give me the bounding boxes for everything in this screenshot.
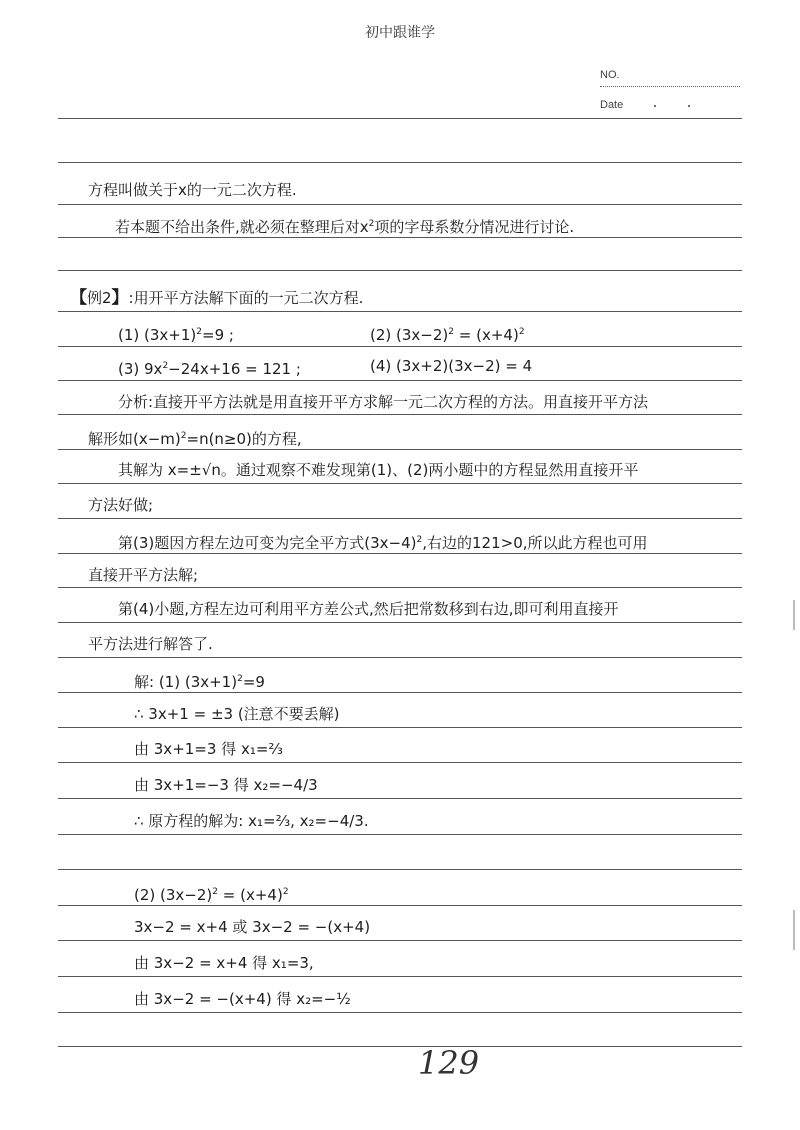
analysis-line: 直接开平方法解; (88, 566, 199, 584)
notebook-no-dotted-line (600, 86, 740, 87)
example-label: 例2 (87, 289, 112, 307)
ruled-line (58, 346, 742, 347)
analysis-line: 其解为 x=±√n。通过观察不难发现第(1)、(2)两小题中的方程显然用直接开平 (118, 461, 639, 479)
ruled-line (58, 727, 742, 728)
ruled-line (58, 869, 742, 870)
date-separator-dot (654, 105, 656, 107)
ruled-line (58, 118, 742, 119)
problem-1: (1) $(3x+1)^2=9$ ; (118, 326, 234, 344)
ruled-line (58, 483, 742, 484)
ruled-line (58, 587, 742, 588)
analysis-line: 分析:直接开平方法就是用直接开平方求解一元二次方程的方法。用直接开平方法 (118, 393, 649, 411)
analysis-line: 平方法进行解答了. (88, 635, 213, 653)
analysis-line: 第(4)小题,方程左边可利用平方差公式,然后把常数移到右边,即可利用直接开 (118, 600, 619, 618)
ruled-line (58, 798, 742, 799)
ruled-line (58, 449, 742, 450)
scan-margin-mark (793, 600, 795, 630)
solution-line: ∴ 3x+1 = ±3 (注意不要丢解) (134, 705, 340, 723)
ruled-line (58, 311, 742, 312)
text-line: 若本题不给出条件,就必须在整理后对$x^2$项的字母系数分情况进行讨论. (115, 218, 575, 236)
solution-line: 由 3x+1=3 得 x₁=⅔ (134, 740, 283, 758)
ruled-line (58, 553, 742, 554)
ruled-line (58, 162, 742, 163)
ruled-line (58, 976, 742, 977)
ruled-line (58, 204, 742, 205)
ruled-line (58, 762, 742, 763)
ruled-line (58, 692, 742, 693)
problem-2: (2) $(3x-2)^2 = (x+4)^2$ (370, 326, 525, 344)
solution-line: 解: (1) $(3x+1)^2=9$ (134, 673, 265, 691)
analysis-line: 解形如$(x-m)^2=n(n\ge 0)$的方程, (88, 430, 302, 448)
notebook-date-label: Date (600, 99, 624, 111)
solution-line: 由 3x−2 = x+4 得 x₁=3, (134, 954, 314, 972)
ruled-line (58, 270, 742, 271)
ruled-line (58, 834, 742, 835)
ruled-line (58, 940, 742, 941)
solution-line: ∴ 原方程的解为: x₁=⅔, x₂=−4/3. (134, 812, 369, 830)
ruled-line (58, 657, 742, 658)
ruled-line (58, 414, 742, 415)
date-separator-dot (688, 105, 690, 107)
ruled-line (58, 905, 742, 906)
ruled-line (58, 380, 742, 381)
text-line: 方程叫做关于x的一元二次方程. (88, 181, 297, 199)
page-number: 129 (418, 1044, 480, 1082)
ruled-line (58, 518, 742, 519)
example-heading: 【例2】:用开平方法解下面的一元二次方程. (70, 288, 364, 308)
notebook-no-label: NO. (600, 69, 620, 81)
page-header-title: 初中跟谁学 (365, 25, 435, 41)
analysis-line: 第(3)题因方程左边可变为完全平方式$(3x-4)^2$,右边的121>0,所以此方程也可用 (118, 534, 648, 552)
solution-line: 由 3x−2 = −(x+4) 得 x₂=−½ (134, 990, 351, 1008)
scan-margin-mark (793, 910, 795, 950)
solution-line: 由 3x+1=−3 得 x₂=−4/3 (134, 776, 318, 794)
ruled-line (58, 622, 742, 623)
ruled-line (58, 1012, 742, 1013)
solution-line: 3x−2 = x+4 或 3x−2 = −(x+4) (134, 918, 371, 936)
ruled-line (58, 1046, 742, 1047)
ruled-line (58, 237, 742, 238)
analysis-line: 方法好做; (88, 496, 154, 514)
problem-3: (3) $9x^2-24x+16 = 121$ ; (118, 360, 301, 378)
problem-4: (4) (3x+2)(3x−2) = 4 (370, 357, 533, 375)
solution-line: (2) $(3x-2)^2 = (x+4)^2$ (134, 886, 289, 904)
